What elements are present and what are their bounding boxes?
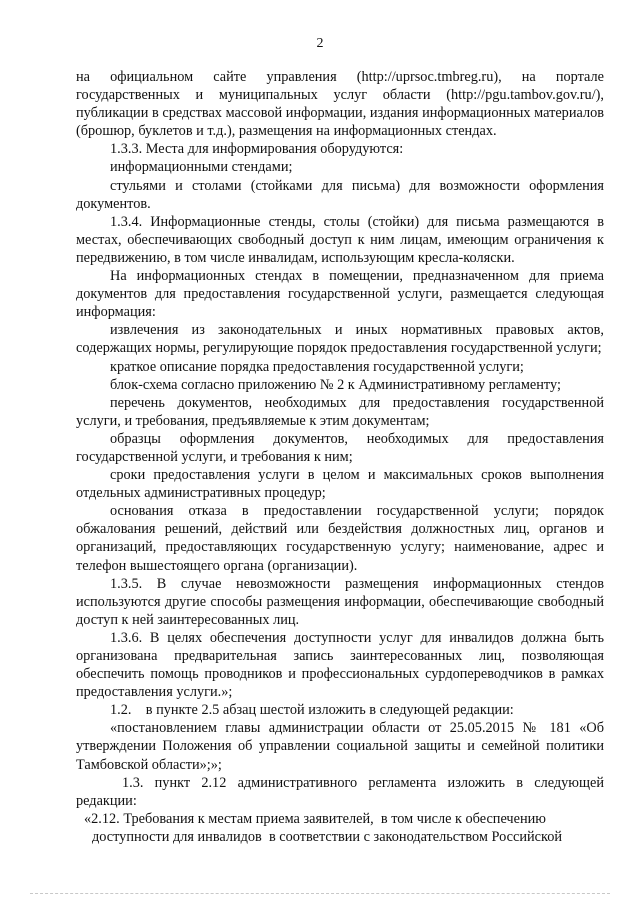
paragraph: стульями и столами (стойками для письма) для возможности оформления документов.	[76, 177, 604, 212]
paragraph: информационными стендами;	[110, 159, 293, 176]
paragraph: 1.3.6. В целях обеспечения доступности услуг для инвалидов должна быть организована предварительная запись заинтересованных лиц, позволяющая обеспечить помощь проводников и профессиональных сурдопереводчиков в рамках предоставления услуги.»;	[76, 629, 604, 701]
paragraph: доступности для инвалидов в соответствии с законодательством Российской	[92, 828, 563, 845]
paragraph: «2.12. Требования к местам приема заявителей, в том числе к обеспечению	[84, 810, 546, 827]
paragraph: на официальном сайте управления (http://uprsoc.tmbreg.ru), на портале государственных и муниципальных услуг области (http://pgu.tambov.gov.ru/), публикации в средствах массовой информации, издания информационных материалов (брошюр, буклетов и т.д.), размещения на информационных стендах.	[76, 69, 604, 140]
page-number: 2	[316, 36, 324, 51]
paragraph: 1.2. в пункте 2.5 абзац шестой изложить в следующей редакции:	[110, 702, 514, 719]
paragraph: 1.3.5. В случае невозможности размещения информационных стендов используются другие способы размещения информации, обеспечивающие свободный доступ к ней заинтересованных лиц.	[76, 575, 604, 628]
paragraph: 1.3.3. Места для информирования оборудуются:	[110, 141, 404, 158]
paragraph: На информационных стендах в помещении, предназначенном для приема документов для предоставления государственной услуги, размещается следующая информация:	[76, 268, 604, 321]
paragraph: образцы оформления документов, необходимых для предоставления государственной услуги, и требования к ним;	[76, 430, 604, 465]
paragraph: основания отказа в предоставлении государственной услуги; порядок обжалования решений, действий или бездействия должностных лиц, органов и организаций, предоставляющих государственную услугу; наименование, адрес и телефон вышестоящего органа (организации).	[76, 503, 604, 574]
paragraph: краткое описание порядка предоставления государственной услуги;	[110, 358, 524, 375]
document-body	[76, 68, 604, 846]
paragraph: 1.3. пункт 2.12 административного регламента изложить в следующей редакции:	[76, 774, 604, 809]
paragraph: 1.3.4. Информационные стенды, столы (стойки) для письма размещаются в местах, обеспечивающих свободный доступ к ним лицам, имеющим ограничения к передвижению, в том числе инвалидам, использующим кресла-коляски.	[76, 213, 604, 266]
paragraph: «постановлением главы администрации области от 25.05.2015 № 181 «Об утверждении Положения об управлении социальной защиты и семейной политики Тамбовской области»;»;	[76, 720, 604, 773]
paragraph: сроки предоставления услуги в целом и максимальных сроков выполнения отдельных административных процедур;	[76, 467, 604, 502]
paragraph: перечень документов, необходимых для предоставления государственной услуги, и требования, предъявляемые к этим документам;	[76, 394, 604, 429]
page-bottom-edge	[30, 893, 610, 895]
paragraph: блок-схема согласно приложению № 2 к Административному регламенту;	[110, 376, 561, 393]
paragraph: извлечения из законодательных и иных нормативных правовых актов, содержащих нормы, регулирующие порядок предоставления государственной услуги;	[76, 322, 604, 357]
